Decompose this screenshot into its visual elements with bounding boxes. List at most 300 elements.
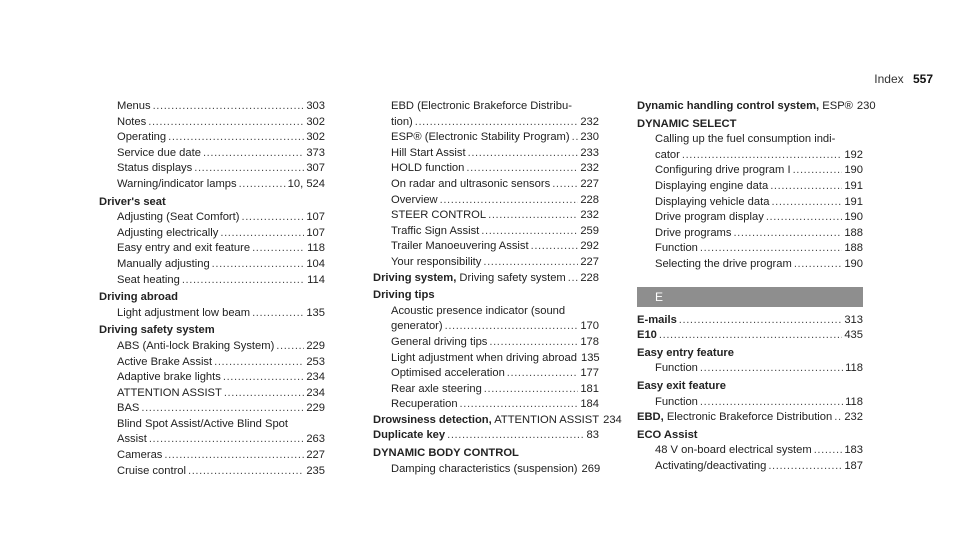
leader-dots [507, 366, 579, 382]
page-reference[interactable]: 188 [844, 242, 863, 255]
leader-dots [793, 163, 843, 179]
page-reference[interactable]: 177 [580, 367, 599, 380]
entry-text [117, 339, 274, 355]
leader-dots [148, 115, 304, 131]
entry-line [117, 355, 325, 371]
index-subentry[interactable] [373, 397, 599, 413]
page-reference[interactable]: 232 [580, 209, 599, 222]
index-heading: Easy entry feature [637, 346, 735, 359]
entry-text [117, 177, 237, 193]
index-subentry[interactable] [99, 306, 325, 322]
page-reference[interactable]: 227 [580, 255, 599, 268]
entry-text [655, 210, 764, 226]
leader-dots [440, 193, 579, 209]
entry-line [655, 210, 863, 226]
leader-dots [220, 226, 304, 242]
entry-term: Recuperation [391, 398, 458, 411]
page-reference[interactable]: 107 [306, 226, 325, 239]
entry-term: Rear axle steering [391, 382, 482, 395]
index-subentry[interactable] [373, 224, 599, 240]
entry-line [117, 99, 325, 115]
entry-text [117, 306, 250, 322]
index-entry[interactable] [637, 99, 876, 115]
index-entry[interactable] [637, 410, 863, 426]
entry-term: Operating [117, 131, 167, 144]
page-reference[interactable]: 190 [844, 211, 863, 224]
entry-text [655, 226, 731, 242]
page-reference[interactable]: 118 [307, 242, 325, 255]
entry-line [637, 313, 863, 329]
entry-text [391, 239, 529, 255]
index-subentry[interactable] [637, 179, 863, 195]
entry-line [391, 177, 599, 193]
entry-line [637, 99, 876, 115]
entry-term: Assist [117, 433, 147, 446]
entry-text [117, 464, 186, 480]
index-subentry[interactable] [99, 115, 325, 131]
entry-line [117, 448, 325, 464]
entry-text [391, 193, 438, 209]
page-reference[interactable]: 263 [306, 433, 325, 446]
leader-dots [239, 177, 286, 193]
page-reference[interactable]: 235 [306, 464, 325, 477]
index-subentry[interactable] [637, 459, 863, 475]
leader-dots [252, 241, 305, 257]
entry-line [391, 130, 599, 146]
leader-dots [768, 459, 842, 475]
entry-text [391, 351, 577, 367]
page-reference[interactable]: 230 [856, 100, 876, 112]
index-subentry[interactable] [99, 417, 325, 448]
page-reference[interactable]: 181 [580, 382, 599, 395]
index-subentry[interactable] [373, 382, 599, 398]
leader-dots [149, 432, 304, 448]
entry-text [391, 335, 487, 351]
index-entry[interactable] [373, 413, 622, 429]
index-subentry[interactable] [99, 210, 325, 226]
index-subentry[interactable] [373, 208, 599, 224]
entry-text [391, 177, 550, 193]
entry-text [391, 366, 505, 382]
entry-line [117, 432, 325, 448]
page-reference[interactable]: 233 [580, 146, 599, 159]
page-reference[interactable]: 170 [580, 320, 599, 333]
index-subentry[interactable] [99, 130, 325, 146]
leader-dots [700, 241, 842, 257]
index-subentry[interactable] [373, 239, 599, 255]
entry-term: Damping characteristics (suspension) [391, 462, 578, 475]
leader-dots [141, 401, 304, 417]
page-reference[interactable]: 435 [844, 329, 863, 342]
entry-text [117, 448, 162, 464]
entry-text [655, 195, 769, 211]
page-number: 557 [912, 72, 933, 86]
page-reference[interactable]: 307 [306, 162, 325, 175]
entry-term: Optimised acceleration [391, 367, 505, 380]
index-subentry[interactable] [99, 257, 325, 273]
entry-text [391, 319, 443, 335]
entry-line [655, 459, 863, 475]
index-subentry[interactable] [637, 226, 863, 242]
index-subentry[interactable] [99, 241, 325, 257]
index-subentry[interactable] [99, 339, 325, 355]
entry-text [391, 130, 570, 146]
leader-dots [194, 161, 304, 177]
page-reference[interactable]: 230 [580, 131, 599, 144]
entry-line [391, 351, 599, 367]
index-label: Index [874, 72, 904, 86]
entry-line [391, 397, 599, 413]
entry-line [391, 462, 599, 478]
leader-dots [223, 370, 304, 386]
page-reference[interactable]: 228 [580, 271, 599, 284]
entry-text [391, 462, 578, 478]
entry-line [655, 179, 863, 195]
leader-dots [572, 130, 579, 146]
entry-line [655, 163, 863, 179]
page-reference[interactable]: 118 [845, 362, 863, 375]
leader-dots [164, 448, 304, 464]
entry-line [117, 401, 325, 417]
entry-term: BAS [117, 402, 140, 415]
entry-term: Adjusting electrically [117, 226, 219, 239]
entry-term: On radar and ultrasonic sensors [391, 177, 551, 190]
leader-dots [276, 339, 304, 355]
entry-term: 48 V on-board electrical system [655, 444, 812, 457]
entry-term: EBD, [637, 411, 664, 424]
index-entry[interactable] [637, 328, 863, 344]
entry-line [391, 382, 599, 398]
index-subentry[interactable] [637, 443, 863, 459]
page-reference[interactable]: 135 [306, 306, 325, 319]
index-heading: Driving abroad [99, 291, 178, 304]
index-subentry[interactable] [637, 210, 863, 226]
leader-dots [447, 428, 584, 444]
entry-text [117, 257, 210, 273]
page-reference[interactable]: 187 [844, 459, 863, 472]
index-entry[interactable] [373, 271, 599, 287]
page-reference[interactable]: 118 [845, 395, 863, 408]
page-reference[interactable]: 373 [306, 146, 325, 159]
index-subentry[interactable] [99, 99, 325, 115]
entry-line [391, 255, 599, 271]
index-subentry[interactable] [637, 241, 863, 257]
entry-term: Adjusting (Seat Comfort) [117, 211, 240, 224]
entry-line [117, 339, 325, 355]
entry-first-line: Calling up the fuel consumption indi- [655, 133, 836, 146]
entry-line [655, 257, 863, 273]
page-reference[interactable]: 229 [306, 402, 325, 415]
leader-dots [682, 148, 842, 164]
page-reference[interactable]: 183 [844, 444, 863, 457]
entry-text [391, 382, 482, 398]
entry-line [117, 370, 325, 386]
entry-text [117, 161, 192, 177]
entry-subterm: Electronic Brakeforce Distribution [663, 411, 833, 424]
page-reference[interactable]: 234 [306, 386, 325, 399]
entry-text [655, 361, 698, 377]
page-reference[interactable]: 302 [306, 115, 325, 128]
entry-term: Trailer Manoeuvering Assist [391, 240, 529, 253]
page-reference[interactable]: 104 [306, 257, 325, 270]
entry-line [117, 177, 325, 193]
index-subentry[interactable] [373, 335, 599, 351]
entry-line [373, 413, 622, 429]
leader-dots [552, 177, 578, 193]
entry-term: E-mails [637, 313, 677, 326]
entry-line [117, 386, 325, 402]
index-subentry[interactable] [373, 351, 599, 367]
index-subentry[interactable] [637, 195, 863, 211]
entry-subterm: ESP® [819, 100, 853, 112]
entry-line [391, 146, 599, 162]
index-heading: Driving safety system [99, 324, 215, 337]
leader-dots [484, 382, 579, 398]
leader-dots [679, 313, 843, 329]
entry-term: Service due date [117, 146, 201, 159]
index-heading: Driving tips [373, 289, 435, 302]
page-header [874, 72, 933, 86]
leader-dots [794, 257, 843, 273]
leader-dots [488, 208, 578, 224]
index-entry[interactable] [373, 428, 599, 444]
page-reference[interactable]: 232 [580, 162, 599, 175]
entry-text [391, 255, 481, 271]
entry-line [391, 115, 599, 131]
page-reference[interactable]: 114 [307, 273, 325, 286]
index-subentry[interactable] [99, 161, 325, 177]
entry-text [637, 99, 853, 115]
entry-term: Drive programs [655, 226, 732, 239]
leader-dots [203, 146, 304, 162]
index-subentry[interactable] [373, 130, 599, 146]
leader-dots [153, 99, 305, 115]
index-subentry[interactable] [99, 386, 325, 402]
index-subentry[interactable] [99, 177, 325, 193]
page-reference[interactable]: 232 [580, 115, 599, 128]
index-subentry[interactable] [373, 161, 599, 177]
index-subentry[interactable] [373, 177, 599, 193]
index-subentry[interactable] [637, 257, 863, 273]
index-heading: Driver's seat [99, 195, 166, 208]
leader-dots [188, 464, 304, 480]
page-reference[interactable]: 191 [844, 195, 863, 208]
entry-line [117, 130, 325, 146]
index-subentry[interactable] [373, 193, 599, 209]
page-reference[interactable]: 259 [580, 224, 599, 237]
entry-text [655, 241, 698, 257]
leader-dots [252, 306, 304, 322]
index-column-1 [99, 99, 325, 479]
entry-line [117, 273, 325, 289]
entry-line [373, 271, 599, 287]
page-reference[interactable]: 253 [306, 355, 325, 368]
page-reference[interactable]: 232 [844, 411, 863, 424]
index-heading: DYNAMIC BODY CONTROL [373, 447, 519, 460]
leader-dots [770, 179, 842, 195]
leader-dots [483, 255, 578, 271]
index-subentry[interactable] [99, 370, 325, 386]
index-subentry[interactable] [637, 132, 863, 163]
index-subentry[interactable] [373, 146, 599, 162]
entry-term: Manually adjusting [117, 257, 210, 270]
page-reference[interactable]: 188 [844, 226, 863, 239]
leader-dots [481, 224, 578, 240]
entry-line [391, 239, 599, 255]
leader-dots [771, 195, 842, 211]
entry-term: Status displays [117, 162, 193, 175]
entry-text [391, 224, 479, 240]
entry-line [391, 193, 599, 209]
page-reference[interactable]: 83 [586, 429, 599, 442]
entry-first-line: Blind Spot Assist/Active Blind Spot [117, 417, 289, 430]
entry-line [655, 148, 863, 164]
section-letter-bar: E [637, 287, 863, 307]
entry-line [117, 115, 325, 131]
index-subentry[interactable] [373, 99, 599, 130]
entry-term: Menus [117, 100, 151, 112]
index-subentry[interactable] [99, 146, 325, 162]
entry-line [391, 319, 599, 335]
index-subentry[interactable] [637, 361, 863, 377]
leader-dots [700, 395, 843, 411]
index-subentry[interactable] [99, 355, 325, 371]
page-reference[interactable]: 302 [306, 131, 325, 144]
page-reference[interactable]: 227 [306, 449, 325, 462]
leader-dots [460, 397, 579, 413]
entry-term: General driving tips [391, 335, 488, 348]
page-reference[interactable]: 292 [580, 240, 599, 253]
entry-text [637, 313, 677, 329]
entry-line [373, 428, 599, 444]
leader-dots [568, 271, 579, 287]
entry-line [117, 464, 325, 480]
page-reference[interactable]: 190 [844, 164, 863, 177]
leader-dots [242, 210, 305, 226]
leader-dots [531, 239, 579, 255]
entry-text [655, 459, 766, 475]
page-reference[interactable]: 107 [306, 211, 325, 224]
entry-term: STEER CONTROL [391, 209, 487, 222]
page-reference[interactable]: 178 [580, 335, 599, 348]
page-reference[interactable]: 228 [580, 193, 599, 206]
entry-term: Displaying vehicle data [655, 195, 770, 208]
page-reference[interactable]: 184 [580, 398, 599, 411]
index-entry[interactable] [637, 313, 863, 329]
leader-dots [489, 335, 578, 351]
page-reference[interactable]: 227 [580, 177, 599, 190]
entry-term: Function [655, 242, 698, 255]
index-subentry[interactable] [99, 401, 325, 417]
entry-line [391, 224, 599, 240]
entry-term: Activating/deactivating [655, 459, 767, 472]
page-reference[interactable]: 10, 524 [287, 177, 325, 190]
entry-term: Active Brake Assist [117, 355, 213, 368]
entry-term: Notes [117, 115, 147, 128]
entry-text [391, 208, 486, 224]
leader-dots [700, 361, 843, 377]
entry-text [637, 410, 832, 426]
entry-term: Hill Start Assist [391, 146, 466, 159]
page-reference[interactable]: 229 [306, 339, 325, 352]
entry-text [117, 226, 218, 242]
entry-text [117, 115, 146, 131]
entry-text [117, 370, 221, 386]
entry-line [655, 395, 863, 411]
entry-term: E10 [637, 329, 657, 342]
entry-line [637, 328, 863, 344]
leader-dots [445, 319, 579, 335]
leader-dots [466, 161, 578, 177]
entry-line [655, 195, 863, 211]
entry-line [655, 241, 863, 257]
page-reference[interactable]: 190 [844, 257, 863, 270]
entry-term: ATTENTION ASSIST [117, 386, 222, 399]
leader-dots [814, 443, 843, 459]
index-subentry[interactable] [373, 366, 599, 382]
page-reference[interactable]: 303 [306, 100, 325, 112]
entry-text [655, 179, 768, 195]
entry-term: Configuring drive program I [655, 164, 791, 177]
index-subentry[interactable] [637, 163, 863, 179]
entry-text [373, 413, 599, 429]
entry-text [391, 397, 458, 413]
index-subentry[interactable] [99, 464, 325, 480]
entry-text [655, 148, 680, 164]
index-subentry[interactable] [373, 462, 599, 478]
entry-line [637, 410, 863, 426]
index-subentry[interactable] [99, 273, 325, 289]
entry-text [117, 99, 151, 115]
entry-term: cator [655, 148, 680, 161]
leader-dots [224, 386, 304, 402]
page-reference[interactable]: 234 [603, 413, 622, 426]
entry-line [655, 361, 863, 377]
page-reference[interactable]: 135 [580, 351, 600, 364]
entry-term: ESP® (Electronic Stability Program) [391, 131, 570, 144]
entry-term: HOLD function [391, 162, 465, 175]
entry-term: Duplicate key [373, 429, 446, 442]
entry-line [391, 335, 599, 351]
entry-text [391, 146, 466, 162]
page-reference[interactable]: 269 [581, 462, 601, 475]
index-subentry[interactable] [637, 395, 863, 411]
index-subentry[interactable] [99, 448, 325, 464]
index-subentry[interactable] [373, 304, 599, 335]
page-reference[interactable]: 191 [844, 179, 863, 192]
entry-term: Function [655, 362, 698, 375]
entry-line [391, 208, 599, 224]
page-reference[interactable]: 313 [844, 313, 863, 326]
entry-line [391, 161, 599, 177]
entry-term: Your responsibility [391, 255, 482, 268]
entry-term: Function [655, 395, 698, 408]
page-reference[interactable]: 234 [306, 371, 325, 384]
leader-dots [766, 210, 843, 226]
leader-dots [733, 226, 842, 242]
index-subentry[interactable] [373, 255, 599, 271]
entry-text [117, 432, 147, 448]
entry-text [117, 146, 201, 162]
entry-text [373, 271, 566, 287]
entry-line [117, 306, 325, 322]
entry-term: Light adjustment when driving abroad [391, 351, 577, 364]
index-subentry[interactable] [99, 226, 325, 242]
page-reference[interactable]: 192 [844, 148, 863, 161]
entry-term: ABS (Anti-lock Braking System) [117, 339, 275, 352]
leader-dots [182, 273, 305, 289]
leader-dots [212, 257, 305, 273]
